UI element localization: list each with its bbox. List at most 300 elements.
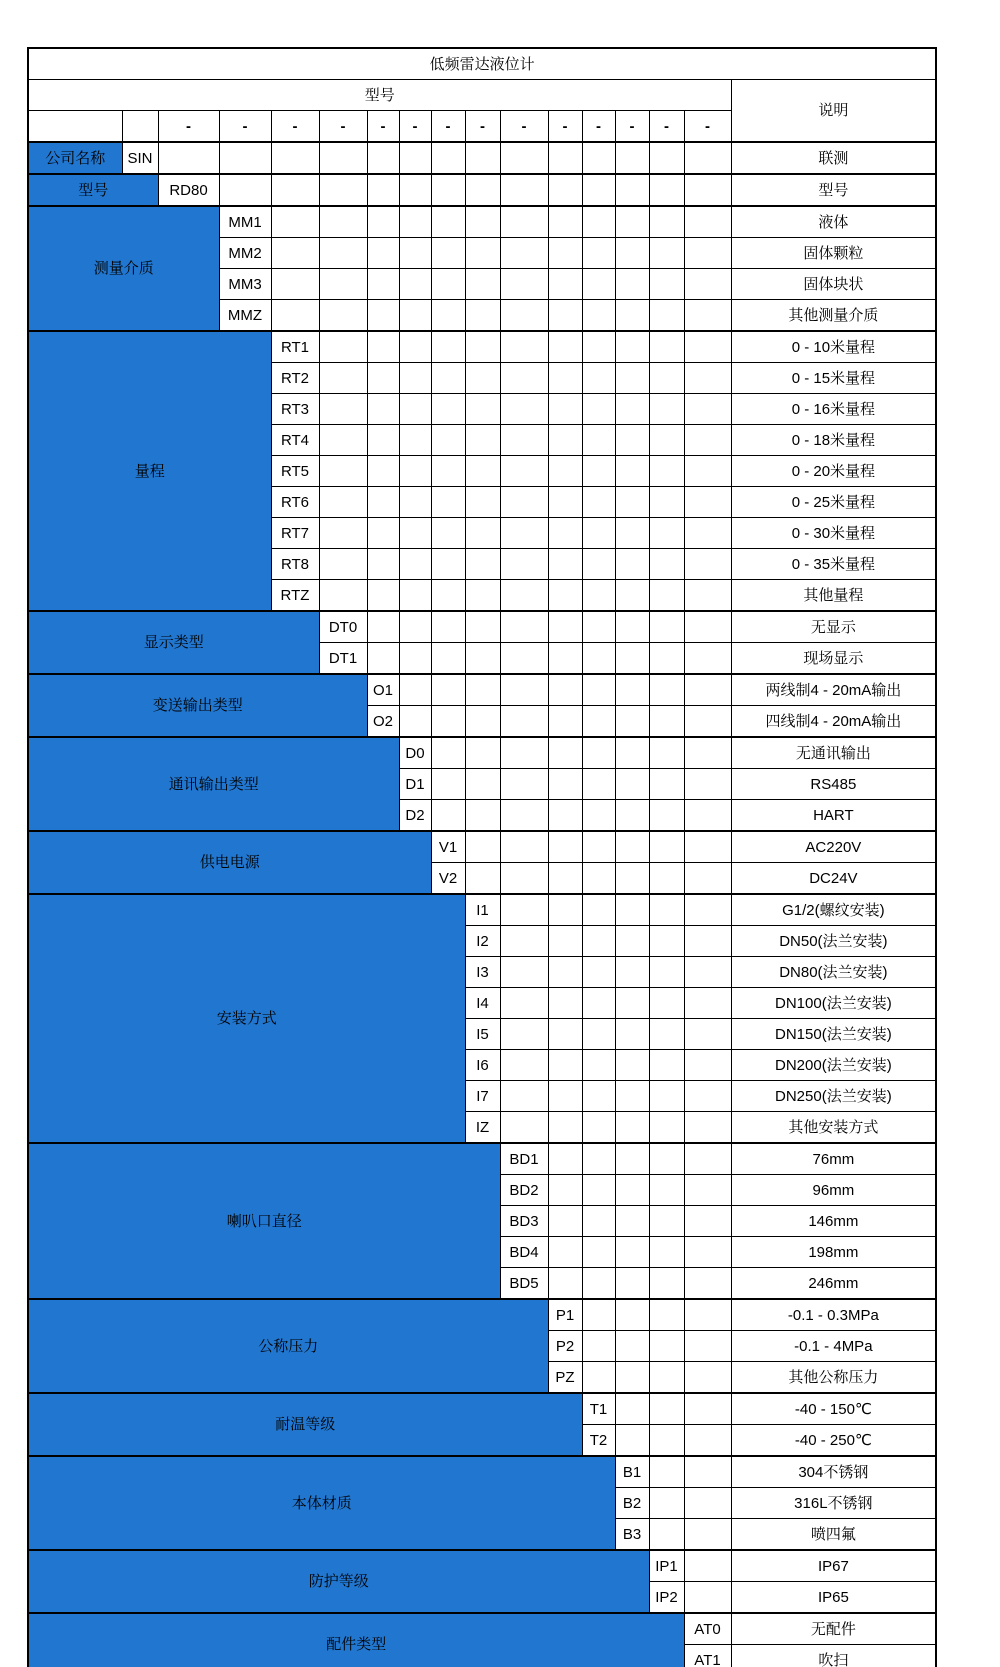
empty-cell bbox=[319, 394, 367, 425]
empty-cell bbox=[684, 331, 731, 363]
empty-cell bbox=[548, 518, 582, 549]
empty-cell bbox=[500, 363, 548, 394]
empty-cell bbox=[684, 206, 731, 238]
code-cell-b1: B1 bbox=[615, 1456, 649, 1488]
category-cell-installation-type: 安装方式 bbox=[28, 894, 465, 1143]
empty-cell bbox=[684, 1268, 731, 1300]
empty-cell bbox=[548, 769, 582, 800]
empty-cell bbox=[367, 425, 399, 456]
empty-cell bbox=[500, 549, 548, 580]
code-cell-rtz: RTZ bbox=[271, 580, 319, 612]
empty-cell bbox=[548, 1175, 582, 1206]
empty-cell bbox=[684, 1331, 731, 1362]
empty-cell bbox=[582, 674, 615, 706]
empty-cell bbox=[465, 331, 500, 363]
empty-cell bbox=[500, 174, 548, 206]
empty-cell bbox=[684, 456, 731, 487]
empty-cell bbox=[399, 363, 431, 394]
empty-cell bbox=[500, 863, 548, 895]
empty-cell bbox=[615, 611, 649, 643]
description-cell-v2: DC24V bbox=[731, 863, 936, 895]
empty-cell bbox=[548, 456, 582, 487]
empty-cell bbox=[319, 238, 367, 269]
category-cell-nominal-pressure: 公称压力 bbox=[28, 1299, 548, 1393]
description-cell-i7: DN250(法兰安装) bbox=[731, 1081, 936, 1112]
empty-cell bbox=[649, 394, 684, 425]
empty-cell bbox=[431, 394, 465, 425]
empty-cell bbox=[649, 1175, 684, 1206]
description-cell-mmz: 其他测量介质 bbox=[731, 300, 936, 332]
empty-cell bbox=[684, 1393, 731, 1425]
empty-cell bbox=[367, 518, 399, 549]
empty-cell bbox=[431, 643, 465, 675]
category-cell-accessory-type: 配件类型 bbox=[28, 1613, 684, 1667]
empty-cell bbox=[615, 863, 649, 895]
code-cell-bd1: BD1 bbox=[500, 1143, 548, 1175]
description-cell-rt1: 0 - 10米量程 bbox=[731, 331, 936, 363]
empty-cell bbox=[649, 456, 684, 487]
empty-cell bbox=[319, 331, 367, 363]
empty-cell bbox=[582, 1268, 615, 1300]
code-cell-rt5: RT5 bbox=[271, 456, 319, 487]
description-cell-bd2: 96mm bbox=[731, 1175, 936, 1206]
dash-cell: - bbox=[548, 111, 582, 143]
code-cell-i2: I2 bbox=[465, 926, 500, 957]
description-cell-bd1: 76mm bbox=[731, 1143, 936, 1175]
empty-cell bbox=[500, 1112, 548, 1144]
empty-cell bbox=[684, 800, 731, 832]
table-title: 低频雷达液位计 bbox=[28, 48, 936, 80]
empty-cell bbox=[319, 142, 367, 174]
empty-cell bbox=[548, 957, 582, 988]
empty-cell bbox=[582, 206, 615, 238]
empty-cell bbox=[649, 1299, 684, 1331]
description-cell-rt7: 0 - 30米量程 bbox=[731, 518, 936, 549]
empty-cell bbox=[649, 487, 684, 518]
empty-cell bbox=[367, 394, 399, 425]
empty-cell bbox=[582, 1175, 615, 1206]
empty-cell bbox=[500, 894, 548, 926]
category-cell-power-supply: 供电电源 bbox=[28, 831, 431, 894]
empty-cell bbox=[649, 1206, 684, 1237]
empty-cell bbox=[219, 174, 271, 206]
empty-cell bbox=[649, 831, 684, 863]
empty-cell bbox=[319, 206, 367, 238]
empty-cell bbox=[399, 456, 431, 487]
empty-cell bbox=[500, 269, 548, 300]
empty-cell bbox=[367, 331, 399, 363]
empty-cell bbox=[649, 1112, 684, 1144]
description-cell-rd80: 型号 bbox=[731, 174, 936, 206]
empty-cell bbox=[500, 643, 548, 675]
empty-cell bbox=[649, 1393, 684, 1425]
option-row-bd1 bbox=[28, 1143, 936, 1175]
code-cell-i6: I6 bbox=[465, 1050, 500, 1081]
empty-cell bbox=[684, 1143, 731, 1175]
empty-cell bbox=[684, 518, 731, 549]
code-cell-i7: I7 bbox=[465, 1081, 500, 1112]
empty-cell bbox=[615, 1362, 649, 1394]
empty-cell bbox=[319, 269, 367, 300]
empty-cell bbox=[431, 706, 465, 738]
category-cell-horn-diameter: 喇叭口直径 bbox=[28, 1143, 500, 1299]
code-cell-ip1: IP1 bbox=[649, 1550, 684, 1582]
code-cell-rt1: RT1 bbox=[271, 331, 319, 363]
code-cell-dt1: DT1 bbox=[319, 643, 367, 675]
empty-cell bbox=[684, 269, 731, 300]
empty-cell bbox=[649, 957, 684, 988]
empty-cell bbox=[684, 142, 731, 174]
category-cell-transmit-output-type: 变送输出类型 bbox=[28, 674, 367, 737]
description-cell-mm2: 固体颗粒 bbox=[731, 238, 936, 269]
empty-cell bbox=[649, 926, 684, 957]
empty-cell bbox=[431, 611, 465, 643]
title-row bbox=[28, 48, 936, 80]
empty-cell bbox=[500, 957, 548, 988]
empty-cell bbox=[431, 269, 465, 300]
empty-cell bbox=[431, 518, 465, 549]
empty-cell bbox=[684, 487, 731, 518]
dash-cell: - bbox=[615, 111, 649, 143]
empty-cell bbox=[582, 643, 615, 675]
empty-cell bbox=[548, 926, 582, 957]
empty-cell bbox=[615, 1112, 649, 1144]
dash-cell: - bbox=[500, 111, 548, 143]
empty-cell bbox=[649, 425, 684, 456]
empty-cell bbox=[500, 518, 548, 549]
dash-cell: - bbox=[465, 111, 500, 143]
empty-cell bbox=[649, 269, 684, 300]
option-row-ip1 bbox=[28, 1550, 936, 1582]
code-cell-bd2: BD2 bbox=[500, 1175, 548, 1206]
empty-cell bbox=[465, 831, 500, 863]
empty-cell bbox=[615, 926, 649, 957]
empty-cell bbox=[465, 706, 500, 738]
empty-cell bbox=[548, 706, 582, 738]
description-cell-rt6: 0 - 25米量程 bbox=[731, 487, 936, 518]
model-selection-table bbox=[27, 47, 937, 1667]
description-cell-v1: AC220V bbox=[731, 831, 936, 863]
empty-cell bbox=[615, 174, 649, 206]
empty-cell bbox=[271, 238, 319, 269]
empty-cell bbox=[465, 363, 500, 394]
empty-cell bbox=[399, 238, 431, 269]
empty-cell bbox=[431, 238, 465, 269]
empty-cell bbox=[615, 300, 649, 332]
empty-cell bbox=[500, 331, 548, 363]
empty-cell bbox=[649, 580, 684, 612]
description-cell-d0: 无通讯输出 bbox=[731, 737, 936, 769]
empty-cell bbox=[500, 737, 548, 769]
empty-cell bbox=[615, 269, 649, 300]
empty-cell bbox=[548, 643, 582, 675]
description-cell-p2: -0.1 - 4MPa bbox=[731, 1331, 936, 1362]
empty-cell bbox=[649, 142, 684, 174]
description-cell-b2: 316L不锈钢 bbox=[731, 1488, 936, 1519]
empty-cell bbox=[367, 643, 399, 675]
empty-cell bbox=[582, 331, 615, 363]
empty-cell bbox=[399, 549, 431, 580]
empty-cell bbox=[465, 800, 500, 832]
empty-cell bbox=[399, 331, 431, 363]
empty-cell bbox=[465, 863, 500, 895]
description-cell-d1: RS485 bbox=[731, 769, 936, 800]
empty-cell bbox=[684, 1582, 731, 1614]
empty-cell bbox=[684, 1362, 731, 1394]
code-cell-b2: B2 bbox=[615, 1488, 649, 1519]
description-cell-i6: DN200(法兰安装) bbox=[731, 1050, 936, 1081]
empty-cell bbox=[431, 174, 465, 206]
empty-cell bbox=[649, 988, 684, 1019]
empty-cell bbox=[548, 580, 582, 612]
description-cell-ip1: IP67 bbox=[731, 1550, 936, 1582]
empty-cell bbox=[684, 549, 731, 580]
description-cell-pz: 其他公称压力 bbox=[731, 1362, 936, 1394]
empty-cell bbox=[465, 549, 500, 580]
empty-cell bbox=[319, 174, 367, 206]
empty-cell bbox=[684, 1112, 731, 1144]
description-header: 说明 bbox=[731, 80, 936, 143]
empty-cell bbox=[399, 580, 431, 612]
empty-cell bbox=[548, 206, 582, 238]
code-cell-mm1: MM1 bbox=[219, 206, 271, 238]
empty-cell bbox=[548, 831, 582, 863]
empty-cell bbox=[615, 1050, 649, 1081]
code-cell-bd5: BD5 bbox=[500, 1268, 548, 1300]
description-cell-o2: 四线制4 - 20mA输出 bbox=[731, 706, 936, 738]
empty-cell bbox=[367, 456, 399, 487]
dash-cell: - bbox=[684, 111, 731, 143]
empty-cell bbox=[582, 549, 615, 580]
description-cell-mm3: 固体块状 bbox=[731, 269, 936, 300]
empty-cell bbox=[548, 394, 582, 425]
empty-cell bbox=[649, 611, 684, 643]
empty-cell bbox=[649, 206, 684, 238]
empty-cell bbox=[548, 1143, 582, 1175]
option-row-at0 bbox=[28, 1613, 936, 1645]
empty-cell bbox=[319, 456, 367, 487]
dash-cell: - bbox=[158, 111, 219, 143]
empty-cell bbox=[367, 580, 399, 612]
empty-cell bbox=[548, 300, 582, 332]
empty-cell bbox=[548, 363, 582, 394]
empty-cell bbox=[500, 706, 548, 738]
empty-cell bbox=[465, 425, 500, 456]
dash-spacer-cell bbox=[122, 111, 158, 143]
code-cell-i4: I4 bbox=[465, 988, 500, 1019]
category-cell-measuring-medium: 测量介质 bbox=[28, 206, 219, 331]
category-cell-model: 型号 bbox=[28, 174, 158, 206]
empty-cell bbox=[582, 800, 615, 832]
description-cell-i1: G1/2(螺纹安装) bbox=[731, 894, 936, 926]
empty-cell bbox=[465, 518, 500, 549]
category-cell-body-material: 本体材质 bbox=[28, 1456, 615, 1550]
empty-cell bbox=[582, 1237, 615, 1268]
dash-cell: - bbox=[319, 111, 367, 143]
empty-cell bbox=[367, 487, 399, 518]
empty-cell bbox=[271, 269, 319, 300]
empty-cell bbox=[649, 238, 684, 269]
empty-cell bbox=[399, 425, 431, 456]
empty-cell bbox=[615, 1268, 649, 1300]
empty-cell bbox=[684, 926, 731, 957]
code-cell-rt6: RT6 bbox=[271, 487, 319, 518]
description-cell-t2: -40 - 250℃ bbox=[731, 1425, 936, 1457]
empty-cell bbox=[615, 1425, 649, 1457]
code-cell-rt8: RT8 bbox=[271, 549, 319, 580]
empty-cell bbox=[649, 863, 684, 895]
description-cell-dt0: 无显示 bbox=[731, 611, 936, 643]
empty-cell bbox=[500, 1050, 548, 1081]
empty-cell bbox=[684, 831, 731, 863]
code-cell-rt2: RT2 bbox=[271, 363, 319, 394]
empty-cell bbox=[684, 1519, 731, 1551]
description-cell-rt5: 0 - 20米量程 bbox=[731, 456, 936, 487]
empty-cell bbox=[615, 1237, 649, 1268]
dash-cell: - bbox=[582, 111, 615, 143]
dash-cell: - bbox=[649, 111, 684, 143]
empty-cell bbox=[500, 487, 548, 518]
description-cell-rt2: 0 - 15米量程 bbox=[731, 363, 936, 394]
dash-cell: - bbox=[431, 111, 465, 143]
empty-cell bbox=[582, 1143, 615, 1175]
empty-cell bbox=[615, 1175, 649, 1206]
code-cell-v2: V2 bbox=[431, 863, 465, 895]
code-cell-mm3: MM3 bbox=[219, 269, 271, 300]
empty-cell bbox=[548, 1112, 582, 1144]
empty-cell bbox=[649, 706, 684, 738]
empty-cell bbox=[684, 394, 731, 425]
option-row-i1 bbox=[28, 894, 936, 926]
empty-cell bbox=[684, 1175, 731, 1206]
empty-cell bbox=[649, 549, 684, 580]
empty-cell bbox=[271, 300, 319, 332]
empty-cell bbox=[615, 238, 649, 269]
option-row-p1 bbox=[28, 1299, 936, 1331]
empty-cell bbox=[582, 957, 615, 988]
code-cell-iz: IZ bbox=[465, 1112, 500, 1144]
empty-cell bbox=[582, 1112, 615, 1144]
code-cell-i1: I1 bbox=[465, 894, 500, 926]
option-row-rt1 bbox=[28, 331, 936, 363]
empty-cell bbox=[615, 456, 649, 487]
empty-cell bbox=[271, 206, 319, 238]
empty-cell bbox=[684, 643, 731, 675]
empty-cell bbox=[500, 1019, 548, 1050]
empty-cell bbox=[649, 1425, 684, 1457]
empty-cell bbox=[582, 988, 615, 1019]
option-row-mm1 bbox=[28, 206, 936, 238]
empty-cell bbox=[649, 174, 684, 206]
empty-cell bbox=[615, 988, 649, 1019]
empty-cell bbox=[649, 800, 684, 832]
empty-cell bbox=[548, 238, 582, 269]
empty-cell bbox=[219, 142, 271, 174]
empty-cell bbox=[399, 674, 431, 706]
empty-cell bbox=[582, 394, 615, 425]
empty-cell bbox=[500, 456, 548, 487]
empty-cell bbox=[319, 300, 367, 332]
empty-cell bbox=[684, 957, 731, 988]
empty-cell bbox=[465, 643, 500, 675]
empty-cell bbox=[615, 674, 649, 706]
empty-cell bbox=[684, 174, 731, 206]
description-cell-p1: -0.1 - 0.3MPa bbox=[731, 1299, 936, 1331]
empty-cell bbox=[431, 300, 465, 332]
empty-cell bbox=[615, 1393, 649, 1425]
empty-cell bbox=[684, 769, 731, 800]
option-row-d0 bbox=[28, 737, 936, 769]
empty-cell bbox=[649, 331, 684, 363]
empty-cell bbox=[548, 1019, 582, 1050]
dash-spacer-cell bbox=[28, 111, 122, 143]
dash-cell: - bbox=[271, 111, 319, 143]
empty-cell bbox=[582, 142, 615, 174]
category-cell-communication-output-type: 通讯输出类型 bbox=[28, 737, 399, 831]
empty-cell bbox=[615, 394, 649, 425]
empty-cell bbox=[615, 1206, 649, 1237]
empty-cell bbox=[271, 142, 319, 174]
description-cell-b3: 喷四氟 bbox=[731, 1519, 936, 1551]
empty-cell bbox=[615, 1019, 649, 1050]
option-row-v1 bbox=[28, 831, 936, 863]
empty-cell bbox=[399, 487, 431, 518]
empty-cell bbox=[649, 1268, 684, 1300]
empty-cell bbox=[548, 800, 582, 832]
empty-cell bbox=[649, 518, 684, 549]
empty-cell bbox=[465, 737, 500, 769]
empty-cell bbox=[615, 206, 649, 238]
empty-cell bbox=[582, 926, 615, 957]
empty-cell bbox=[319, 518, 367, 549]
empty-cell bbox=[615, 800, 649, 832]
description-cell-rt3: 0 - 16米量程 bbox=[731, 394, 936, 425]
empty-cell bbox=[684, 300, 731, 332]
empty-cell bbox=[582, 1299, 615, 1331]
empty-cell bbox=[649, 737, 684, 769]
empty-cell bbox=[649, 1362, 684, 1394]
option-row-rd80 bbox=[28, 174, 936, 206]
empty-cell bbox=[615, 957, 649, 988]
empty-cell bbox=[615, 518, 649, 549]
empty-cell bbox=[500, 831, 548, 863]
option-row-t1 bbox=[28, 1393, 936, 1425]
description-cell-at1: 吹扫 bbox=[731, 1645, 936, 1667]
empty-cell bbox=[582, 456, 615, 487]
code-cell-at1: AT1 bbox=[684, 1645, 731, 1667]
empty-cell bbox=[465, 674, 500, 706]
empty-cell bbox=[548, 988, 582, 1019]
empty-cell bbox=[500, 238, 548, 269]
empty-cell bbox=[582, 1206, 615, 1237]
empty-cell bbox=[500, 206, 548, 238]
empty-cell bbox=[615, 1081, 649, 1112]
empty-cell bbox=[399, 518, 431, 549]
empty-cell bbox=[684, 988, 731, 1019]
empty-cell bbox=[684, 894, 731, 926]
empty-cell bbox=[684, 737, 731, 769]
empty-cell bbox=[548, 425, 582, 456]
empty-cell bbox=[367, 549, 399, 580]
empty-cell bbox=[367, 238, 399, 269]
empty-cell bbox=[319, 549, 367, 580]
description-cell-dt1: 现场显示 bbox=[731, 643, 936, 675]
empty-cell bbox=[367, 611, 399, 643]
empty-cell bbox=[582, 1050, 615, 1081]
empty-cell bbox=[615, 331, 649, 363]
dash-cell: - bbox=[219, 111, 271, 143]
empty-cell bbox=[548, 737, 582, 769]
